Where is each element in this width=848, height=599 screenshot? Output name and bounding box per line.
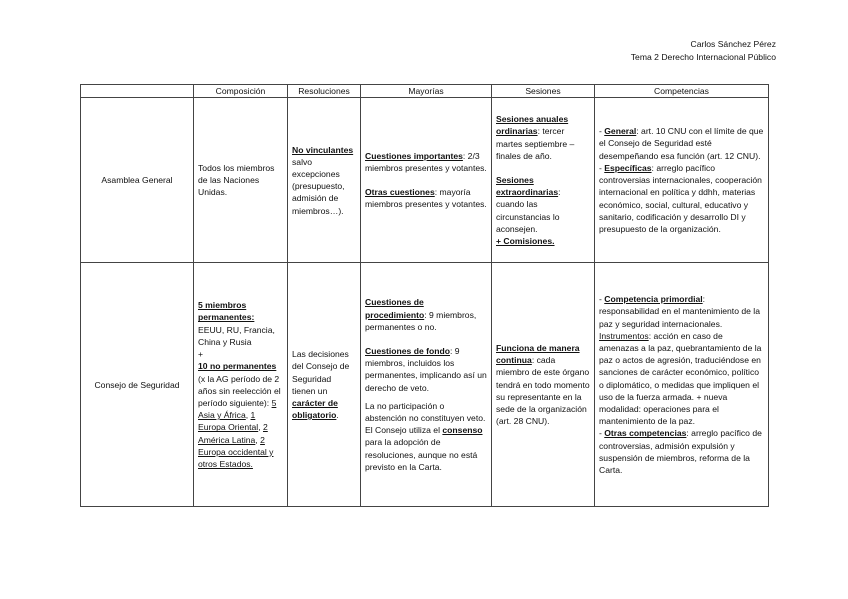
mayorias-abstencion [365, 400, 487, 473]
extraordinarias-title: Sesiones extraordinarias [496, 175, 559, 198]
otras-title: Otras cuestiones [365, 187, 435, 198]
sesiones-ordinarias [496, 113, 590, 162]
competencia-primordial [599, 293, 764, 330]
instrumentos-title: Instrumentos [599, 330, 649, 341]
sesiones-extraordinarias [496, 174, 590, 235]
importantes-title: Cuestiones importantes [365, 150, 463, 161]
period: . [336, 410, 339, 421]
column-header: Resoluciones [288, 85, 361, 98]
abstencion-text: La no participación o abstención no constituyen veto. El Consejo utiliza el [365, 400, 486, 436]
bullet-dash: - [599, 428, 605, 439]
no-permanentes-title: 10 no permanentes [198, 361, 277, 372]
mayorias-otras [365, 186, 487, 210]
otras-text: : mayoría miembros presentes y votantes. [365, 187, 487, 210]
mayorias-procedimiento [365, 296, 487, 333]
fondo-title: Cuestiones de fondo [365, 345, 450, 356]
cell-consejo-sesiones [492, 263, 595, 507]
cell-consejo-resoluciones [288, 263, 361, 507]
resoluciones-text: Las decisiones del Consejo de Seguridad tienen un [292, 349, 350, 396]
permanentes-title: 5 miembros permanentes: [198, 300, 255, 323]
row-header-consejo: Consejo de Seguridad [81, 263, 194, 507]
funciona-continua-title: Funciona de manera continua [496, 342, 580, 366]
document-subject: Tema 2 Derecho Internacional Público [630, 52, 776, 62]
procedimiento-text: : 9 miembros, permanentes o no. [365, 309, 477, 332]
general-title: General [604, 126, 637, 137]
plus-sign: + [198, 349, 204, 360]
consenso: consenso [442, 425, 483, 436]
bullet-dash: - [599, 126, 605, 137]
instrumentos [599, 330, 764, 428]
caracter-obligatorio: carácter de obligatorio [292, 397, 338, 421]
bullet-dash: - [599, 294, 605, 305]
bullet-dash: - [599, 162, 605, 173]
competencia-especificas [599, 162, 764, 235]
no-permanentes [198, 360, 283, 470]
region-america-latina: 2 América Latina [198, 422, 268, 445]
column-header: Mayorías [361, 85, 492, 98]
especificas-text: : arreglo pacífico controversias internacionales, cooperación internacional en política y ddhh, materias económico, social, cultural, educativo y sanitario, codificación y desarrollo DI y presupuesto de la organización. [599, 162, 762, 234]
cell-asamblea-mayorias [361, 98, 492, 263]
otras-competencias-title: Otras competencias [604, 428, 687, 439]
separator: , [245, 410, 251, 421]
separator: , [255, 434, 261, 445]
importantes-text: : 2/3 miembros presentes y votantes. [365, 150, 487, 173]
row-header-asamblea: Asamblea General [81, 98, 194, 263]
resoluciones-title: No vinculantes [292, 144, 354, 155]
primordial-title: Competencia primordial [604, 294, 703, 305]
column-header: Competencias [595, 85, 769, 98]
comparison-table [80, 84, 769, 507]
otras-competencias [599, 427, 764, 476]
instrumentos-text: : acción en caso de amenazas a la paz, quebrantamiento de la paz o actos de agresión, traduciéndose en sanciones de carácter económico, político o diplomático, o medidas que impliquen el uso de la fuerza armada. + nueva modalidad: operaciones para el mantenimiento de la paz. [599, 330, 762, 427]
permanentes-list: EEUU, RU, Francia, China y Rusia [198, 324, 275, 347]
comisiones: + Comisiones. [496, 236, 555, 247]
ordinarias-text: : tercer martes septiembre – finales de año. [496, 126, 575, 161]
column-header: Composición [194, 85, 288, 98]
cell-asamblea-competencias [595, 98, 769, 263]
mayorias-importantes [365, 150, 487, 174]
separator: , [258, 422, 263, 433]
column-header [81, 85, 194, 98]
region-europa-occidental: 2 Europa occidental y otros Estados. [198, 434, 274, 469]
region-asia-africa: 5 Asia y África [198, 397, 277, 421]
competencia-general [599, 125, 764, 162]
table-row-consejo [81, 263, 769, 507]
ordinarias-title: Sesiones anuales ordinarias [496, 114, 569, 137]
region-europa-oriental: 1 Europa Oriental [198, 410, 259, 433]
otras-competencias-text: : arreglo pacífico de controversias, admisión expulsión y suspensión de miembros, reforma de la Carta. [599, 428, 762, 476]
extraordinarias-text: : cuando las circunstancias lo aconsejen. [496, 187, 561, 234]
resoluciones-text: salvo excepciones (presupuesto, admisión de miembros…). [292, 156, 345, 216]
primordial-text: : responsabilidad en el mantenimiento de la paz y seguridad internacionales. [599, 294, 760, 329]
no-permanentes-text: (x la AG período de 2 años sin reelección el período siguiente): [198, 373, 281, 408]
procedimiento-title: Cuestiones de procedimiento [365, 297, 425, 320]
cell-asamblea-sesiones [492, 98, 595, 263]
cell-consejo-composicion [194, 263, 288, 507]
table-header-row [81, 85, 769, 98]
general-text: : art. 10 CNU con el límite de que el Consejo de Seguridad esté desempeñando esa función (art. 12 CNU). [599, 126, 764, 161]
mayorias-fondo [365, 345, 487, 394]
funciona-continua-text: : cada miembro de este órgano tendrá en todo momento su representante en la sede de la organización (art. 28 CNU). [496, 355, 590, 427]
abstencion-text-end: para la adopción de resoluciones, aunque no está previsto en la Carta. [365, 437, 478, 472]
column-header: Sesiones [492, 85, 595, 98]
cell-asamblea-composicion: Todos los miembros de las Naciones Unidas. [194, 98, 288, 263]
document-header [631, 38, 776, 64]
cell-consejo-mayorias [361, 263, 492, 507]
especificas-title: Específicas [604, 162, 652, 173]
author-name: Carlos Sánchez Pérez [690, 39, 776, 49]
cell-asamblea-resoluciones [288, 98, 361, 263]
fondo-text: : 9 miembros, incluidos los permanentes, implicando así un derecho de veto. [365, 345, 487, 393]
table-row-asamblea [81, 98, 769, 263]
cell-consejo-competencias [595, 263, 769, 507]
